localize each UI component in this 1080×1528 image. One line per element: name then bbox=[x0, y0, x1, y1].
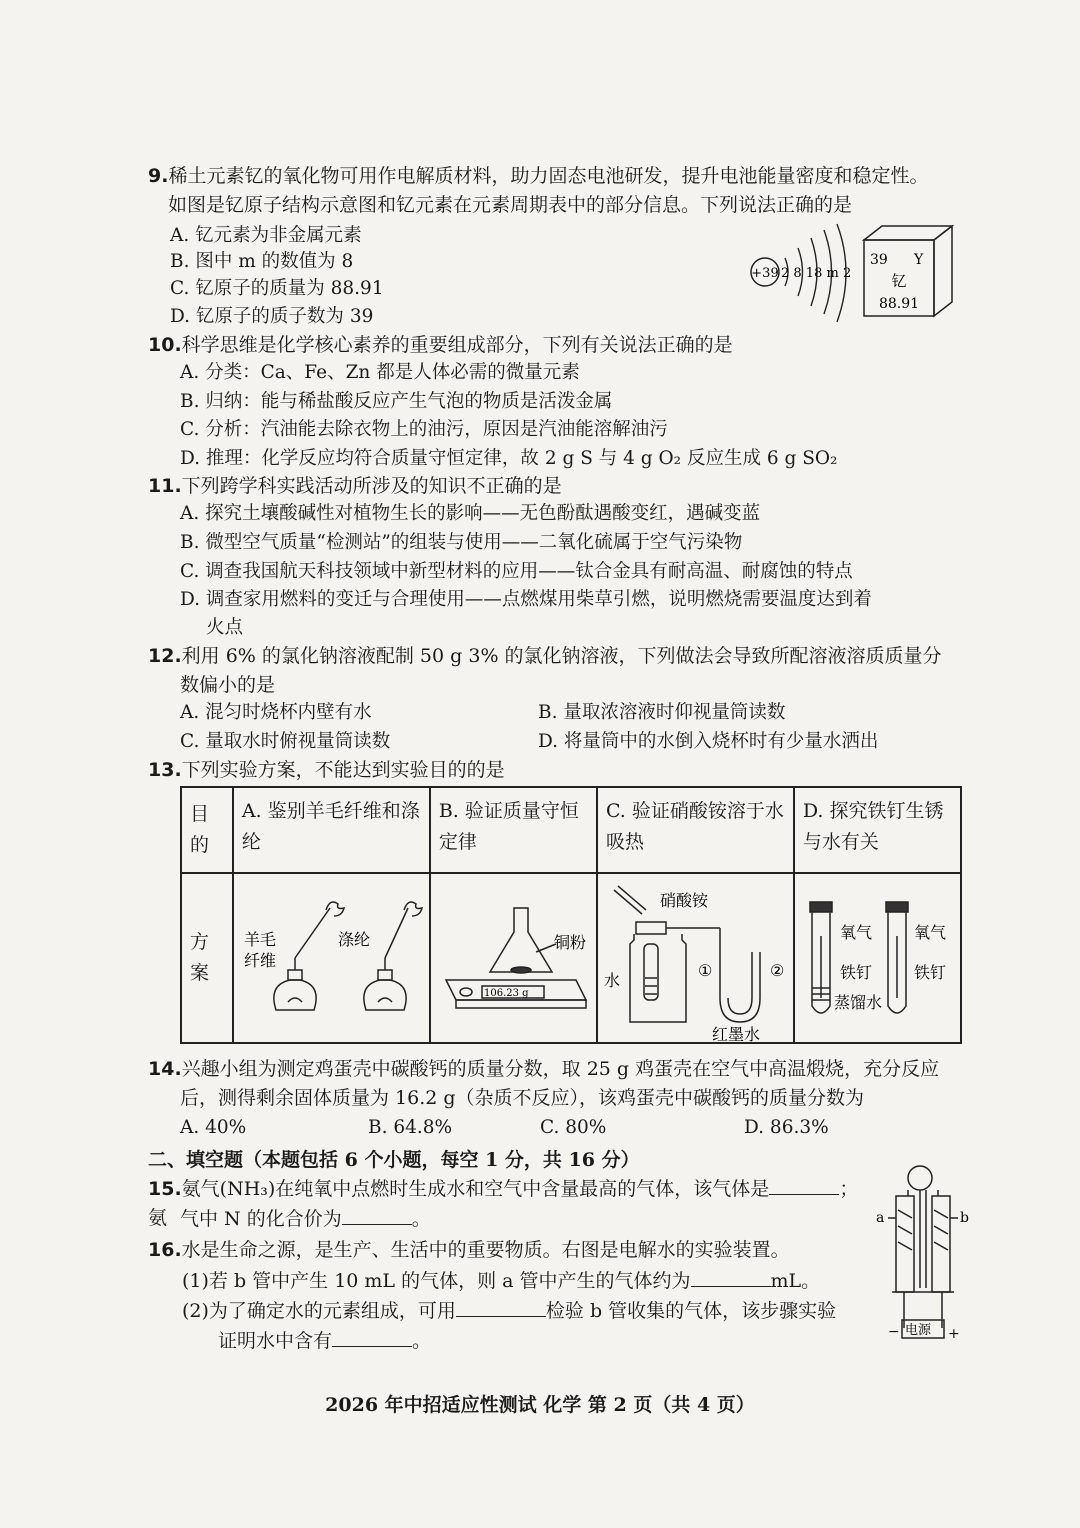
label-nail-2: 铁钉 bbox=[914, 963, 947, 982]
question-stem: 兴趣小组为测定鸡蛋壳中碳酸钙的质量分数，取 25 g 鸡蛋壳在空气中高温煅烧，充分反应 bbox=[181, 1058, 940, 1080]
question-text: mL。 bbox=[770, 1270, 821, 1292]
question-text: 氨气(NH₃)在纯氧中点燃时生成水和空气中含量最高的气体，该气体是 bbox=[181, 1178, 770, 1200]
question-number: 11. bbox=[148, 475, 182, 497]
row-header-plan: 方案 bbox=[181, 873, 233, 1043]
question-9 bbox=[148, 162, 968, 191]
question-text: ；氨 bbox=[148, 1178, 859, 1229]
label-red-ink: 红墨水 bbox=[712, 1025, 761, 1042]
option-b: B. 微型空气质量“检测站”的组装与使用——二氧化硫属于空气污染物 bbox=[180, 532, 743, 553]
option-d: D. 调查家用燃料的变迁与合理使用——点燃煤用柴草引燃，说明燃烧需要温度达到着 bbox=[180, 589, 872, 610]
option-a: A. 分类：Ca、Fe、Zn 都是人体必需的微量元素 bbox=[180, 362, 580, 383]
option-d-line2: 火点 bbox=[206, 617, 244, 638]
label-distilled-water: 蒸馏水 bbox=[834, 993, 883, 1012]
question-number: 14. bbox=[148, 1058, 182, 1080]
option-c: C. 分析：汽油能去除衣物上的油污，原因是汽油能溶解油污 bbox=[180, 419, 668, 440]
option-d: D. 86.3% bbox=[744, 1117, 829, 1138]
element-symbol: Y bbox=[914, 252, 924, 268]
option-d: D. 推理：化学反应均符合质量守恒定律，故 2 g S 与 4 g O₂ 反应生成 6 g SO₂ bbox=[180, 448, 838, 469]
label-copper: 铜粉 bbox=[554, 933, 587, 952]
option-c: C. 调查我国航天科技领域中新型材料的应用——钛合金具有耐高温、耐腐蚀的特点 bbox=[180, 561, 853, 582]
option-b: B. 归纳：能与稀盐酸反应产生气泡的物质是活泼金属 bbox=[180, 391, 613, 412]
label-oxygen-1: 氧气 bbox=[840, 923, 873, 942]
question-number: 10. bbox=[148, 334, 182, 356]
label-side-2: ② bbox=[770, 961, 785, 980]
goal-a: A. 鉴别羊毛纤维和涤纶 bbox=[233, 787, 430, 873]
question-number: 9. bbox=[148, 165, 169, 187]
question-stem: 水是生命之源，是生产、生活中的重要物质。右图是电解水的实验装置。 bbox=[181, 1239, 790, 1261]
answer-blank[interactable] bbox=[691, 1266, 771, 1287]
nucleus-charge: +39 bbox=[751, 266, 779, 281]
question-13 bbox=[148, 756, 968, 785]
option-a: A. 探究土壤酸碱性对植物生长的影响——无色酚酞遇酸变红，遇碱变蓝 bbox=[180, 503, 761, 524]
question-text: (2)为了确定水的元素组成，可用 bbox=[182, 1300, 456, 1322]
label-water: 水 bbox=[604, 971, 621, 990]
element-cell bbox=[858, 222, 958, 322]
option-a: A. 钇元素为非金属元素 bbox=[170, 225, 362, 246]
goal-c: C. 验证硝酸铵溶于水吸热 bbox=[597, 787, 794, 873]
row-header-goal: 目的 bbox=[181, 787, 233, 873]
sub-question-2 bbox=[182, 1296, 872, 1326]
atomic-number: 39 bbox=[870, 252, 888, 268]
atomic-mass: 88.91 bbox=[878, 296, 920, 312]
plan-d-test-tubes bbox=[800, 896, 960, 1026]
sub-question-2-line2 bbox=[218, 1326, 818, 1356]
question-number: 16. bbox=[148, 1239, 182, 1261]
option-b: B. 图中 m 的数值为 8 bbox=[170, 251, 354, 272]
question-14 bbox=[148, 1055, 968, 1084]
label-tube-b: b bbox=[960, 1210, 969, 1226]
answer-blank[interactable] bbox=[456, 1296, 546, 1317]
option-c: C. 量取水时俯视量筒读数 bbox=[180, 731, 391, 752]
question-16 bbox=[148, 1236, 868, 1265]
question-15-line2 bbox=[180, 1204, 780, 1234]
answer-blank[interactable] bbox=[769, 1174, 839, 1195]
answer-blank[interactable] bbox=[332, 1326, 412, 1347]
balance-reading: 106.23 g bbox=[484, 988, 529, 999]
element-name: 钇 bbox=[891, 272, 907, 290]
label-polyester: 涤纶 bbox=[338, 930, 371, 949]
option-c: C. 钇原子的质量为 88.91 bbox=[170, 278, 384, 299]
question-14-stem-line2: 后，测得剩余固体质量为 16.2 g（杂质不反应），该鸡蛋壳中碳酸钙的质量分数为 bbox=[180, 1087, 865, 1109]
question-12-stem-line2: 数偏小的是 bbox=[180, 674, 276, 696]
sub-question-1 bbox=[182, 1266, 872, 1296]
label-tube-a: a bbox=[876, 1210, 885, 1226]
question-text: 气中 N 的化合价为 bbox=[180, 1208, 342, 1230]
label-side-1: ① bbox=[698, 961, 713, 980]
option-d: D. 钇原子的质子数为 39 bbox=[170, 306, 374, 327]
label-wool: 羊毛 bbox=[244, 930, 277, 949]
goal-b: B. 验证质量守恒定律 bbox=[430, 787, 597, 873]
section-heading: 二、填空题（本题包括 6 个小题，每空 1 分，共 16 分） bbox=[148, 1149, 640, 1171]
question-text: 。 bbox=[411, 1208, 431, 1230]
question-stem: 稀土元素钇的氧化物可用作电解质材料，助力固态电池研发，提升电池能量密度和稳定性。 bbox=[168, 165, 929, 187]
question-11 bbox=[148, 472, 968, 501]
question-text: 证明水中含有 bbox=[218, 1330, 333, 1352]
label-minus: − bbox=[888, 1324, 900, 1340]
question-text: 。 bbox=[412, 1330, 432, 1352]
question-text: 检验 b 管收集的气体，该步骤实验 bbox=[545, 1300, 837, 1322]
question-12 bbox=[148, 642, 968, 671]
plan-c-u-tube bbox=[600, 882, 800, 1042]
label-fiber: 纤维 bbox=[244, 951, 277, 970]
answer-blank[interactable] bbox=[342, 1204, 412, 1225]
option-c: C. 80% bbox=[540, 1117, 607, 1138]
electron-shells: 2 8 18 m 2 bbox=[781, 266, 852, 281]
option-a: A. 40% bbox=[180, 1117, 247, 1138]
atom-structure-diagram bbox=[745, 222, 855, 332]
question-number: 15. bbox=[148, 1178, 182, 1200]
question-stem: 下列实验方案，不能达到实验目的的是 bbox=[181, 759, 505, 781]
question-9-stem-line2: 如图是钇原子结构示意图和钇元素在元素周期表中的部分信息。下列说法正确的是 bbox=[168, 194, 853, 216]
electrolysis-device bbox=[872, 1160, 972, 1350]
label-nail-1: 铁钉 bbox=[840, 963, 873, 982]
label-oxygen-2: 氧气 bbox=[914, 923, 947, 942]
question-number: 12. bbox=[148, 645, 182, 667]
option-a: A. 混匀时烧杯内壁有水 bbox=[180, 702, 372, 723]
question-10 bbox=[148, 331, 968, 360]
option-b: B. 量取浓溶液时仰视量筒读数 bbox=[538, 702, 786, 723]
plan-b-balance bbox=[436, 900, 596, 1020]
page-footer: 2026 年中招适应性测试 化学 第 2 页（共 4 页） bbox=[325, 1394, 755, 1416]
label-ammonium-nitrate: 硝酸铵 bbox=[660, 891, 709, 910]
label-plus: + bbox=[948, 1326, 960, 1342]
label-power-source: 电源 bbox=[905, 1323, 932, 1338]
question-stem: 科学思维是化学核心素养的重要组成部分，下列有关说法正确的是 bbox=[181, 334, 733, 356]
question-stem: 下列跨学科实践活动所涉及的知识不正确的是 bbox=[181, 475, 562, 497]
question-number: 13. bbox=[148, 759, 182, 781]
plan-a-alcohol-lamps bbox=[238, 890, 428, 1038]
question-text: (1)若 b 管中产生 10 mL 的气体，则 a 管中产生的气体约为 bbox=[182, 1270, 691, 1292]
question-stem: 利用 6% 的氯化钠溶液配制 50 g 3% 的氯化钠溶液，下列做法会导致所配溶液溶质质量分 bbox=[181, 645, 942, 667]
goal-d: D. 探究铁钉生锈与水有关 bbox=[794, 787, 961, 873]
option-b: B. 64.8% bbox=[368, 1117, 453, 1138]
option-d: D. 将量筒中的水倒入烧杯时有少量水洒出 bbox=[538, 731, 879, 752]
